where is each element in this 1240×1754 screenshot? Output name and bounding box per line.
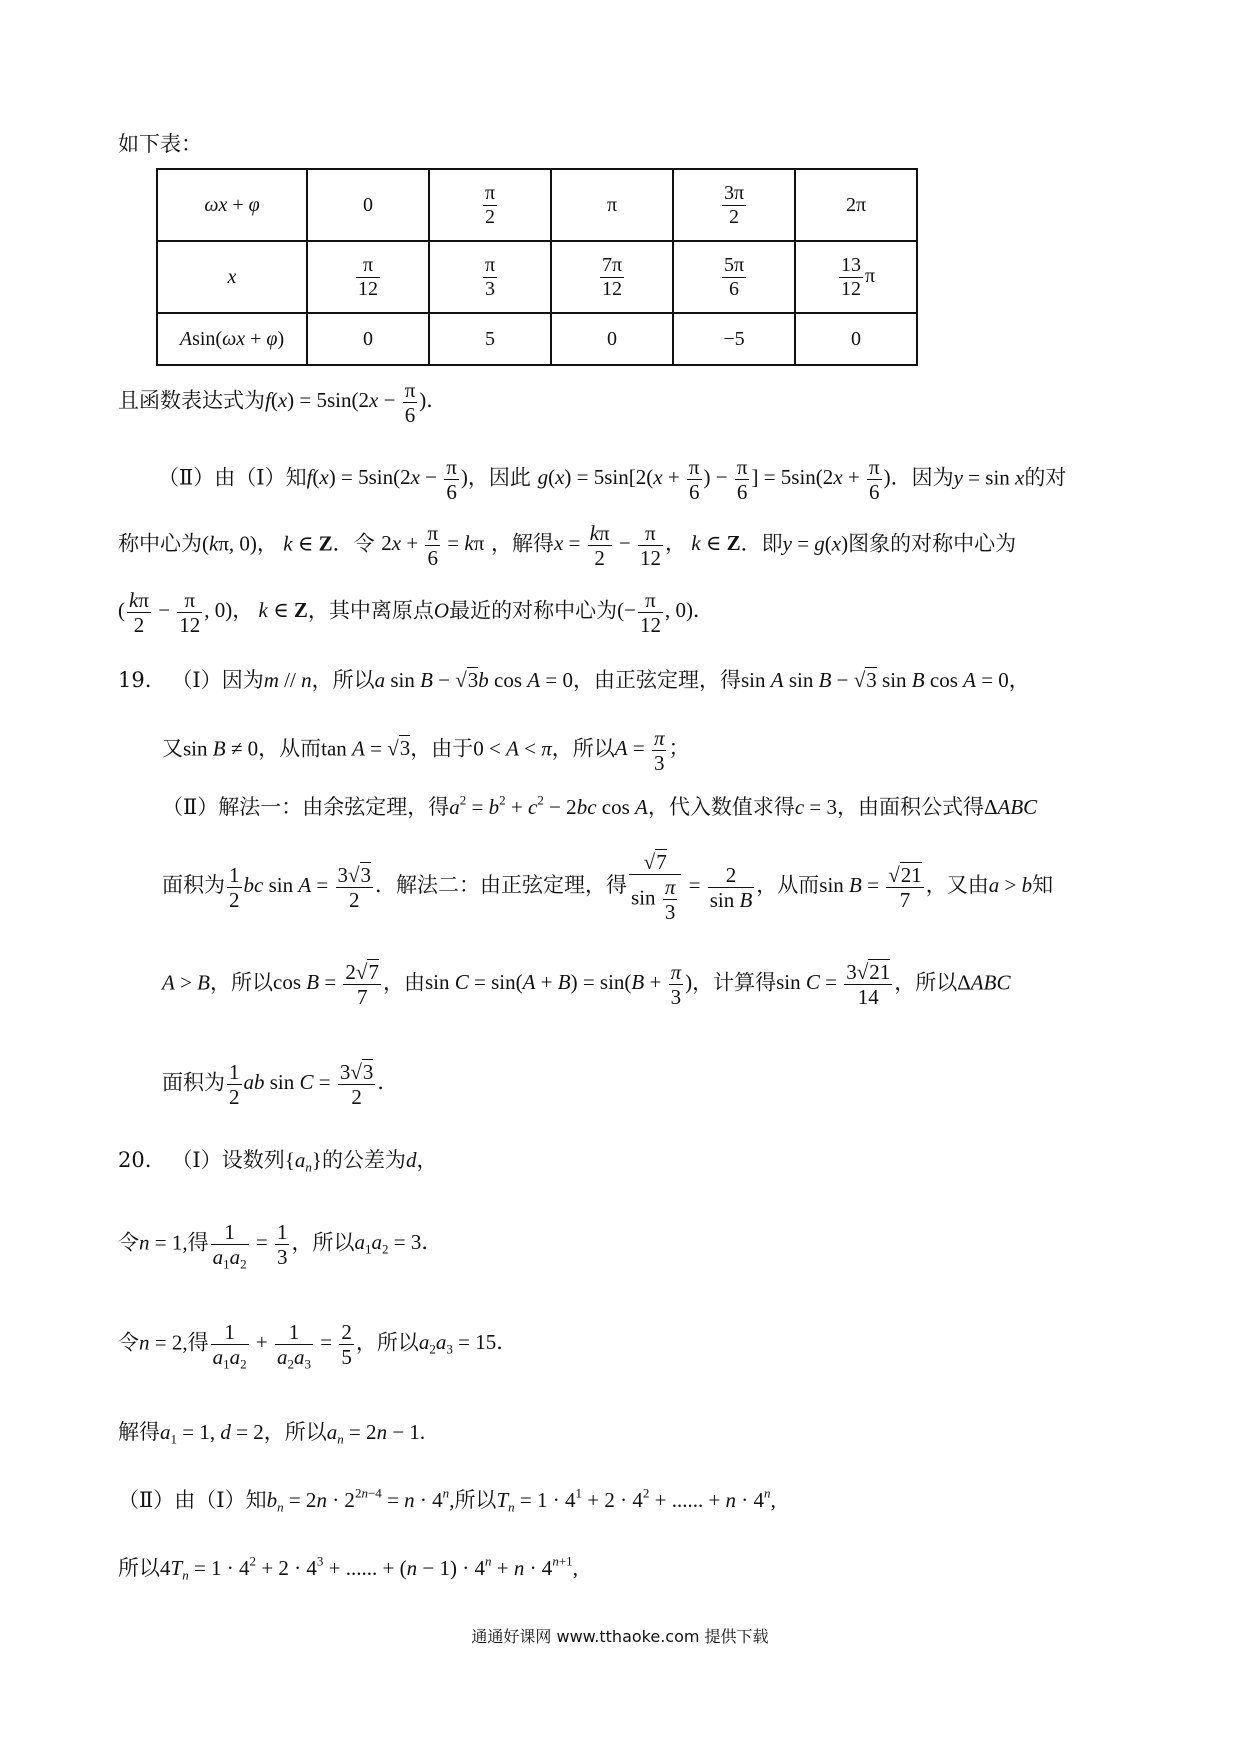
q19-line2: 又sin B ≠ 0，从而tan A = √3，由于0 < A < π，所以A = $\frac{\pi}{3}$ ； [162, 726, 690, 776]
table-cell: −5 [673, 313, 795, 365]
table-cell: 2π [795, 169, 917, 241]
row-header-phase: ωx + φ [157, 169, 307, 241]
table-cell: $\frac{\pi}{2}$ [429, 169, 551, 241]
function-expression-line: 且函数表达式为f(x) = 5sin(2x − $\frac{\pi}{6}$ )． [118, 378, 448, 428]
q20-line3: 令n = 2,得 $\frac{1}{a_1a_2}$ + $\frac{1}{a_2a_3}$ = $\frac{2}{5}$ ，所以$a_2a_3 = 15$． [118, 1320, 518, 1372]
q20-line2: 令n = 1,得 $\frac{1}{a_1a_2}$ = $\frac{1}{3}$ ，所以$a_1a_2 = 3$． [118, 1220, 443, 1272]
q20-line6: 所以$4T_n = 1 \cdot 4^2 + 2 \cdot 4^3$ + ...... + $(n - 1) \cdot 4^n + n \cdot 4^{n+1}$, [118, 1553, 578, 1583]
q19-line6: 面积为 $\frac{1}{2}$ ab sin C = $\frac{3√3}{2}$ ． [162, 1060, 399, 1110]
row-header-value: Asin(ωx + φ) [157, 313, 307, 365]
table-cell: $\frac{\pi}{3}$ [429, 241, 551, 313]
table-cell: 0 [307, 313, 429, 365]
table-cell: 0 [307, 169, 429, 241]
q19-line1: 19. （Ⅰ）因为m // n，所以a sin B − √3b cos A = 0，由正弦定理，得sin A sin B − √3 sin B cos A = 0， [118, 668, 1030, 692]
table-cell: 0 [795, 313, 917, 365]
table-cell: $\frac{13}{12}$ π [795, 241, 917, 313]
table-cell: π [551, 169, 673, 241]
table-row [157, 169, 917, 241]
table-cell: $\frac{5\pi}{6}$ [673, 241, 795, 313]
table-cell: $\frac{3\pi}{2}$ [673, 169, 795, 241]
q20-line1: 20. （Ⅰ）设数列$\{a_n\}$的公差为d， [118, 1148, 438, 1175]
table-cell: $\frac{\pi}{12}$ [307, 241, 429, 313]
part2-line3: ( $\frac{k\pi}{2}$ − $\frac{\pi}{12}$ , 0)， k ∈ Z，其中离原点O最近的对称中心为(− $\frac{\pi}{12}$ , 0)． [118, 588, 714, 638]
q20-line4: 解得$a_1 = 1$, d = 2，所以$a_n = 2n - 1$. [118, 1420, 426, 1447]
q19-line5: A > B，所以cos B = $\frac{2√7}{7}$ ，由sin C = sin(A + B) = sin(B + $\frac{\pi}{3}$ )，计算得sin C = $\frac{3√21}{14}$ ，所以ΔABC [162, 960, 1011, 1010]
table-row [157, 313, 917, 365]
q19-line3: （Ⅱ）解法一：由余弦定理，得$a^2 = b^2 + c^2 - 2bc$ cos A，代入数值求得c = 3，由面积公式得ΔABC [162, 792, 1038, 819]
page-footer: 通通好课网 www.tthaoke.com 提供下载 [471, 1627, 769, 1646]
value-table [156, 168, 918, 366]
q19-line4: 面积为 $\frac{1}{2}$ bc sin A = $\frac{3√3}{2}$ ．解法二：由正弦定理，得 √7 sin $\frac{\pi}{3}$ = $\frac{2}{\text{sin B}}$ ，从而sin B = $\frac{√21}{7}$ ，又由a > b知 [162, 850, 1054, 925]
table-row [157, 241, 917, 313]
row-header-x: x [157, 241, 307, 313]
q20-line5: （Ⅱ）由（Ⅰ）知$b_n = 2n \cdot 2^{2n-4} = n \cdot 4^n$,所以$T_n = 1 \cdot 4^1 + 2 \cdot 4^2$ + ...... + $n \cdot 4^n$, [118, 1485, 776, 1515]
part2-line1: （Ⅱ）由（Ⅰ）知f(x) = 5sin(2x − $\frac{\pi}{6}$ )，因此 g(x) = 5sin[2(x + $\frac{\pi}{6}$ ) − $\frac{\pi}{6}$ ] = 5sin(2x + $\frac{\pi}{6}$ )．因为y = sin x的对 [158, 455, 1067, 505]
table-cell: 0 [551, 313, 673, 365]
part2-line2: 称中心为(kπ, 0)， k ∈ Z．令 2x + $\frac{\pi}{6}$ = kπ ，解得x = $\frac{k\pi}{2}$ − $\frac{\pi}{12}$ ， k ∈ Z．即y = g(x)图象的对称中心为 [118, 521, 1017, 571]
intro-text: 如下表： [118, 132, 202, 156]
table-cell: 5 [429, 313, 551, 365]
table-cell: $\frac{7\pi}{12}$ [551, 241, 673, 313]
